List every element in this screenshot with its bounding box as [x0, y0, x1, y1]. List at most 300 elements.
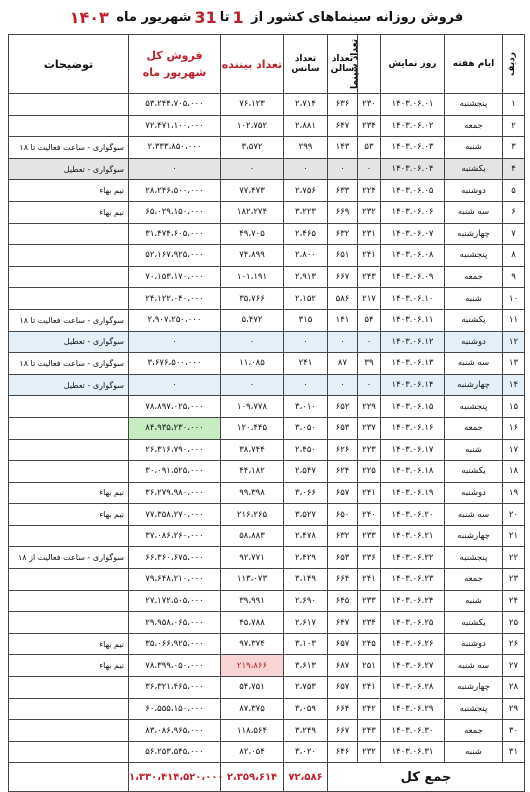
cell-notes [9, 590, 129, 612]
cell-sales: ۰ [129, 158, 221, 180]
cell-date: ۱۴۰۳.۰۶.۰۵ [381, 180, 445, 202]
table-row [9, 245, 525, 267]
cell-row-number: ۶ [503, 201, 525, 223]
cell-weekday: سه شنبه [445, 353, 503, 375]
table-row [9, 655, 525, 677]
cell-sessions: ۲،۶۱۷ [284, 612, 328, 634]
cell-row-number: ۲۹ [503, 698, 525, 720]
cell-date: ۱۴۰۳.۰۶.۰۷ [381, 223, 445, 245]
cell-sales: ۲۷،۱۷۲،۵۰۵،۰۰۰ [129, 590, 221, 612]
cell-sessions: ۰ [284, 158, 328, 180]
cell-weekday: جمعه [445, 115, 503, 137]
cell-weekday: چهارشنبه [445, 525, 503, 547]
table-row [9, 374, 525, 396]
cell-date: ۱۴۰۳.۰۶.۰۶ [381, 201, 445, 223]
cell-row-number: ۱۷ [503, 439, 525, 461]
cell-viewers: ۷۷،۴۷۳ [221, 180, 284, 202]
cell-date: ۱۴۰۳.۰۶.۱۵ [381, 396, 445, 418]
header-cinemas: تعداد سینما [358, 35, 381, 94]
cell-sessions: ۲،۷۵۶ [284, 180, 328, 202]
cell-date: ۱۴۰۳.۰۶.۱۰ [381, 288, 445, 310]
table-header-row [9, 35, 525, 94]
cell-halls: ۶۴۷ [328, 115, 358, 137]
cell-weekday: سه شنبه [445, 504, 503, 526]
cell-halls: ۶۲۶ [328, 439, 358, 461]
cell-sessions: ۲،۴۲۹ [284, 547, 328, 569]
cell-cinemas: ۲۴۱ [358, 569, 381, 591]
cell-row-number: ۲۲ [503, 547, 525, 569]
cell-weekday: دوشنبه [445, 482, 503, 504]
cell-viewers: ۳۹،۹۹۱ [221, 590, 284, 612]
cell-notes: سوگواری - تعطیل [9, 158, 129, 180]
cell-sessions: ۳،۱۰۳ [284, 633, 328, 655]
cell-sales: ۵۶،۲۵۳،۵۴۵،۰۰۰ [129, 741, 221, 763]
cell-row-number: ۱۱ [503, 309, 525, 331]
cell-cinemas: ۲۲۵ [358, 461, 381, 483]
cell-weekday: شنبه [445, 288, 503, 310]
cell-sessions: ۳،۰۲۰ [284, 741, 328, 763]
cell-notes: سوگواری - ساعت فعالیت تا ۱۸ [9, 353, 129, 375]
total-label: جمع کل [328, 763, 525, 792]
cell-sessions: ۳،۱۴۹ [284, 569, 328, 591]
cell-viewers: ۴۴،۱۸۲ [221, 461, 284, 483]
cell-date: ۱۴۰۳.۰۶.۱۱ [381, 309, 445, 331]
cell-viewers: ۱۰۲،۷۵۲ [221, 115, 284, 137]
cell-viewers: ۲۱۹،۸۶۶ [221, 655, 284, 677]
cell-sales: ۶۶،۳۶۰،۶۷۵،۰۰۰ [129, 547, 221, 569]
table-row [9, 353, 525, 375]
total-sales: ۱،۳۳۰،۴۱۴،۵۲۰،۰۰۰ [129, 763, 221, 792]
cell-halls: ۶۳۳ [328, 180, 358, 202]
cell-viewers: ۷۴،۸۹۹ [221, 245, 284, 267]
table-row [9, 137, 525, 159]
cell-cinemas: ۲۳۳ [358, 590, 381, 612]
cell-sessions: ۲،۸۸۱ [284, 115, 328, 137]
cell-row-number: ۱۹ [503, 482, 525, 504]
cell-notes: نیم بهاء [9, 504, 129, 526]
cell-cinemas: ۲۳۲ [358, 201, 381, 223]
cell-sessions: ۲،۱۵۲ [284, 288, 328, 310]
cell-notes: نیم بهاء [9, 201, 129, 223]
cell-halls: ۶۵۷ [328, 482, 358, 504]
cell-cinemas: ۲۳۰ [358, 94, 381, 116]
table-row [9, 309, 525, 331]
cell-sales: ۲۸،۲۴۶،۵۰۰،۰۰۰ [129, 180, 221, 202]
cell-row-number: ۷ [503, 223, 525, 245]
cell-row-number: ۲۸ [503, 677, 525, 699]
cell-sales: ۵۳،۲۴۴،۷۰۵،۰۰۰ [129, 94, 221, 116]
cell-halls: ۶۶۴ [328, 698, 358, 720]
cell-weekday: سه شنبه [445, 655, 503, 677]
cell-cinemas: ۰ [358, 158, 381, 180]
cell-weekday: دوشنبه [445, 331, 503, 353]
cell-weekday: شنبه [445, 590, 503, 612]
cell-date: ۱۴۰۳.۰۶.۱۹ [381, 482, 445, 504]
cell-viewers: ۸۲،۰۵۴ [221, 741, 284, 763]
cell-sales: ۶۰،۵۵۵،۱۵۰،۰۰۰ [129, 698, 221, 720]
page-title [0, 0, 530, 34]
cell-notes: نیم بهاء [9, 482, 129, 504]
cell-sessions: ۳،۰۵۹ [284, 698, 328, 720]
cell-date: ۱۴۰۳.۰۶.۲۱ [381, 525, 445, 547]
cell-notes [9, 94, 129, 116]
cell-sessions: ۳،۲۲۳ [284, 201, 328, 223]
cell-date: ۱۴۰۳.۰۶.۱۳ [381, 353, 445, 375]
cell-row-number: ۱۵ [503, 396, 525, 418]
cell-weekday: چهارشنبه [445, 677, 503, 699]
cell-row-number: ۵ [503, 180, 525, 202]
cell-halls: ۶۴۶ [328, 741, 358, 763]
cell-notes: سوگواری - ساعت فعالیت از ۱۸ [9, 547, 129, 569]
cell-cinemas: ۲۳۷ [358, 417, 381, 439]
cell-viewers: ۵۴،۷۵۱ [221, 677, 284, 699]
cell-halls: ۰ [328, 331, 358, 353]
cell-weekday: جمعه [445, 720, 503, 742]
cell-notes [9, 741, 129, 763]
cell-halls: ۵۸۶ [328, 288, 358, 310]
cell-halls: ۶۶۹ [328, 201, 358, 223]
cell-date: ۱۴۰۳.۰۶.۱۷ [381, 439, 445, 461]
table-row [9, 720, 525, 742]
cell-cinemas: ۲۳۴ [358, 612, 381, 634]
cell-row-number: ۱۳ [503, 353, 525, 375]
cell-row-number: ۲۰ [503, 504, 525, 526]
cell-row-number: ۲۵ [503, 612, 525, 634]
table-row [9, 158, 525, 180]
cell-sales: ۷۰،۱۵۳،۱۷۰،۰۰۰ [129, 266, 221, 288]
sales-table [8, 34, 525, 792]
cell-viewers: ۱۱۳،۰۷۳ [221, 569, 284, 591]
table-row [9, 590, 525, 612]
header-sales: فروش کل شهریور ماه [129, 35, 221, 94]
cell-sessions: ۲،۹۱۳ [284, 266, 328, 288]
title-suffix: شهریور ماه [116, 9, 192, 25]
cell-viewers: ۴۹،۷۰۵ [221, 223, 284, 245]
title-mid: تا [219, 9, 230, 25]
cell-date: ۱۴۰۳.۰۶.۳۰ [381, 720, 445, 742]
cell-viewers: ۱۰۱،۱۹۱ [221, 266, 284, 288]
cell-sales: ۳۶،۲۷۹،۹۸۰،۰۰۰ [129, 482, 221, 504]
cell-sales: ۲۴،۱۲۲،۰۴۰،۰۰۰ [129, 288, 221, 310]
table-row [9, 223, 525, 245]
table-row [9, 396, 525, 418]
cell-weekday: دوشنبه [445, 180, 503, 202]
cell-date: ۱۴۰۳.۰۶.۱۲ [381, 331, 445, 353]
cell-sessions: ۰ [284, 331, 328, 353]
cell-viewers: ۳۵،۷۶۶ [221, 288, 284, 310]
cell-weekday: شنبه [445, 137, 503, 159]
table-row [9, 201, 525, 223]
cell-date: ۱۴۰۳.۰۶.۲۹ [381, 698, 445, 720]
cell-viewers: ۰ [221, 374, 284, 396]
cell-row-number: ۸ [503, 245, 525, 267]
cell-sales: ۳۱،۴۷۴،۶۰۵،۰۰۰ [129, 223, 221, 245]
cell-notes [9, 677, 129, 699]
cell-viewers: ۸۷،۳۷۵ [221, 698, 284, 720]
cell-notes: نیم بهاء [9, 655, 129, 677]
cell-row-number: ۲۴ [503, 590, 525, 612]
cell-row-number: ۱۶ [503, 417, 525, 439]
cell-date: ۱۴۰۳.۰۶.۱۴ [381, 374, 445, 396]
cell-halls: ۶۲۴ [328, 461, 358, 483]
cell-notes [9, 266, 129, 288]
cell-weekday: پنجشنبه [445, 396, 503, 418]
table-row [9, 633, 525, 655]
cell-cinemas: ۲۳۲ [358, 741, 381, 763]
cell-sales: ۷۸،۳۹۹،۰۵۰،۰۰۰ [129, 655, 221, 677]
cell-weekday: چهارشنبه [445, 374, 503, 396]
table-row [9, 698, 525, 720]
cell-sales: ۲،۳۳۳،۸۵۰،۰۰۰ [129, 137, 221, 159]
cell-cinemas: ۲۲۴ [358, 180, 381, 202]
cell-sales: ۷۷،۳۵۸،۲۷۰،۰۰۰ [129, 504, 221, 526]
cell-notes: نیم بهاء [9, 180, 129, 202]
cell-row-number: ۱۴ [503, 374, 525, 396]
cell-row-number: ۹ [503, 266, 525, 288]
cell-sales: ۲۹،۹۵۸،۰۶۵،۰۰۰ [129, 612, 221, 634]
cell-halls: ۱۴۳ [328, 137, 358, 159]
cell-halls: ۶۵۳ [328, 417, 358, 439]
cell-sessions: ۲۴۱ [284, 353, 328, 375]
cell-date: ۱۴۰۳.۰۶.۲۷ [381, 655, 445, 677]
cell-sales: ۵۲،۱۶۷،۹۲۵،۰۰۰ [129, 245, 221, 267]
header-sessions: تعداد سانس [284, 35, 328, 94]
title-prefix: فروش روزانه سینماهای کشور از [251, 9, 464, 25]
cell-weekday: یکشنبه [445, 612, 503, 634]
header-halls: تعداد سالن [328, 35, 358, 94]
cell-notes [9, 439, 129, 461]
cell-date: ۱۴۰۳.۰۶.۲۵ [381, 612, 445, 634]
table-row [9, 94, 525, 116]
cell-date: ۱۴۰۳.۰۶.۰۱ [381, 94, 445, 116]
cell-halls: ۰ [328, 374, 358, 396]
cell-notes [9, 525, 129, 547]
cell-notes: نیم بهاء [9, 633, 129, 655]
table-row [9, 417, 525, 439]
cell-sales: ۲۶،۳۱۶،۷۹۰،۰۰۰ [129, 439, 221, 461]
cell-viewers: ۱۲۰،۴۴۵ [221, 417, 284, 439]
cell-viewers: ۹۷،۳۷۴ [221, 633, 284, 655]
cell-viewers: ۴۵،۷۸۸ [221, 612, 284, 634]
cell-viewers: ۳۸،۷۴۴ [221, 439, 284, 461]
table-row [9, 547, 525, 569]
table-row [9, 482, 525, 504]
cell-halls: ۶۴۷ [328, 612, 358, 634]
cell-notes: سوگواری - تعطیل [9, 374, 129, 396]
cell-sales: ۳۰،۰۹۱،۵۲۵،۰۰۰ [129, 461, 221, 483]
cell-row-number: ۲۶ [503, 633, 525, 655]
header-notes: توضیحات [9, 35, 129, 94]
title-year: ۱۴۰۳ [69, 7, 109, 27]
cell-row-number: ۳۱ [503, 741, 525, 763]
cell-sales: ۳۶،۳۲۱،۴۶۵،۰۰۰ [129, 677, 221, 699]
table-row [9, 612, 525, 634]
cell-sales: ۸۳،۰۸۶،۹۶۵،۰۰۰ [129, 720, 221, 742]
cell-row-number: ۱۰ [503, 288, 525, 310]
cell-viewers: ۱۱۸،۵۶۴ [221, 720, 284, 742]
cell-sessions: ۳،۰۶۶ [284, 482, 328, 504]
cell-date: ۱۴۰۳.۰۶.۰۲ [381, 115, 445, 137]
cell-date: ۱۴۰۳.۰۶.۰۴ [381, 158, 445, 180]
cell-halls: ۶۳۶ [328, 94, 358, 116]
cell-sessions: ۳،۰۵۰ [284, 417, 328, 439]
table-row [9, 439, 525, 461]
cell-weekday: یکشنبه [445, 309, 503, 331]
cell-halls: ۶۵۷ [328, 677, 358, 699]
cell-halls: ۶۵۱ [328, 245, 358, 267]
cell-sessions: ۳،۵۲۷ [284, 504, 328, 526]
cell-weekday: جمعه [445, 417, 503, 439]
cell-viewers: ۰ [221, 331, 284, 353]
table-row [9, 180, 525, 202]
cell-cinemas: ۵۳ [358, 137, 381, 159]
cell-viewers: ۰ [221, 158, 284, 180]
cell-weekday: شنبه [445, 741, 503, 763]
cell-date: ۱۴۰۳.۰۶.۰۸ [381, 245, 445, 267]
header-viewers: تعداد بیننده [221, 35, 284, 94]
cell-date: ۱۴۰۳.۰۶.۲۰ [381, 504, 445, 526]
cell-weekday: جمعه [445, 266, 503, 288]
cell-notes [9, 461, 129, 483]
cell-row-number: ۱ [503, 94, 525, 116]
cell-weekday: چهارشنبه [445, 223, 503, 245]
cell-sessions: ۰ [284, 374, 328, 396]
cell-viewers: ۹۹،۳۹۸ [221, 482, 284, 504]
cell-date: ۱۴۰۳.۰۶.۲۸ [381, 677, 445, 699]
cell-sessions: ۲،۷۵۳ [284, 677, 328, 699]
cell-notes: سوگواری - ساعت فعالیت تا ۱۸ [9, 309, 129, 331]
cell-cinemas: ۲۴۱ [358, 245, 381, 267]
cell-halls: ۶۳۲ [328, 223, 358, 245]
cell-notes: سوگواری - تعطیل [9, 331, 129, 353]
title-to: 31 [194, 7, 217, 27]
cell-date: ۱۴۰۳.۰۶.۰۳ [381, 137, 445, 159]
cell-sessions: ۳،۶۱۳ [284, 655, 328, 677]
total-row [9, 763, 525, 792]
cell-sessions: ۲،۵۴۷ [284, 461, 328, 483]
cell-cinemas: ۲۴۵ [358, 633, 381, 655]
cell-viewers: ۵،۴۷۲ [221, 309, 284, 331]
cell-cinemas: ۲۴۳ [358, 266, 381, 288]
cell-viewers: ۹۲،۷۷۱ [221, 547, 284, 569]
cell-date: ۱۴۰۳.۰۶.۰۹ [381, 266, 445, 288]
cell-sales: ۸۴،۹۳۵،۲۳۰،۰۰۰ [129, 417, 221, 439]
cell-date: ۱۴۰۳.۰۶.۲۲ [381, 547, 445, 569]
cell-row-number: ۲۳ [503, 569, 525, 591]
cell-cinemas: ۲۴۱ [358, 482, 381, 504]
cell-weekday: دوشنبه [445, 633, 503, 655]
cell-row-number: ۲۷ [503, 655, 525, 677]
cell-viewers: ۵۸،۸۸۳ [221, 525, 284, 547]
cell-viewers: ۱۰۹،۷۷۸ [221, 396, 284, 418]
cell-notes [9, 569, 129, 591]
cell-halls: ۶۶۷ [328, 720, 358, 742]
cell-row-number: ۴ [503, 158, 525, 180]
cell-cinemas: ۲۳۳ [358, 525, 381, 547]
cell-sessions: ۲،۴۷۸ [284, 525, 328, 547]
cell-sessions: ۲،۶۹۰ [284, 590, 328, 612]
cell-halls: ۶۵۷ [328, 633, 358, 655]
cell-cinemas: ۰ [358, 331, 381, 353]
cell-notes [9, 396, 129, 418]
cell-viewers: ۱۱،۰۸۵ [221, 353, 284, 375]
title-from: 1 [232, 7, 244, 27]
cell-cinemas: ۲۳۱ [358, 223, 381, 245]
cell-weekday: پنجشنبه [445, 547, 503, 569]
cell-cinemas: ۳۹ [358, 353, 381, 375]
cell-cinemas: ۰ [358, 374, 381, 396]
cell-sessions: ۳،۰۱۰ [284, 396, 328, 418]
cell-sales: ۲،۹۰۷،۲۵۰،۰۰۰ [129, 309, 221, 331]
cell-halls: ۶۵۲ [328, 396, 358, 418]
cell-date: ۱۴۰۳.۰۶.۲۳ [381, 569, 445, 591]
total-notes [9, 763, 129, 792]
cell-halls: ۶۳۲ [328, 525, 358, 547]
cell-halls: ۶۶۷ [328, 266, 358, 288]
cell-row-number: ۱۲ [503, 331, 525, 353]
table-row [9, 331, 525, 353]
cell-sales: ۳۷،۰۸۶،۲۶۰،۰۰۰ [129, 525, 221, 547]
cell-weekday: پنجشنبه [445, 245, 503, 267]
cell-halls: ۰ [328, 158, 358, 180]
cell-notes [9, 698, 129, 720]
cell-sessions: ۲،۴۵۰ [284, 439, 328, 461]
cell-cinemas: ۲۴۱ [358, 677, 381, 699]
cell-date: ۱۴۰۳.۰۶.۱۸ [381, 461, 445, 483]
table-row [9, 525, 525, 547]
cell-viewers: ۳،۵۷۲ [221, 137, 284, 159]
cell-row-number: ۲۱ [503, 525, 525, 547]
cell-viewers: ۱۸۲،۲۷۴ [221, 201, 284, 223]
cell-notes [9, 612, 129, 634]
cell-weekday: پنجشنبه [445, 698, 503, 720]
cell-halls: ۶۶۴ [328, 569, 358, 591]
cell-viewers: ۷۶،۱۲۳ [221, 94, 284, 116]
table-row [9, 115, 525, 137]
cell-halls: ۶۵۳ [328, 547, 358, 569]
cell-notes [9, 720, 129, 742]
cell-weekday: یکشنبه [445, 158, 503, 180]
cell-notes: سوگواری - ساعت فعالیت تا ۱۸ [9, 137, 129, 159]
cell-viewers: ۲۱۶،۲۶۵ [221, 504, 284, 526]
cell-row-number: ۳۰ [503, 720, 525, 742]
total-sessions: ۷۲،۵۸۶ [284, 763, 328, 792]
cell-notes [9, 223, 129, 245]
cell-notes [9, 288, 129, 310]
total-viewers: ۲،۳۵۹،۶۱۴ [221, 763, 284, 792]
cell-cinemas: ۲۱۷ [358, 288, 381, 310]
cell-sessions: ۲۹۹ [284, 137, 328, 159]
cell-cinemas: ۲۴۲ [358, 698, 381, 720]
header-weekday: ایام هفته [445, 35, 503, 94]
cell-cinemas: ۵۴ [358, 309, 381, 331]
header-row-number: ردیف [503, 35, 525, 94]
cell-halls: ۸۷ [328, 353, 358, 375]
table-row [9, 288, 525, 310]
cell-cinemas: ۲۲۳ [358, 439, 381, 461]
cell-halls: ۶۸۷ [328, 655, 358, 677]
table-row [9, 461, 525, 483]
cell-sessions: ۲،۸۰۰ [284, 245, 328, 267]
table-row [9, 266, 525, 288]
cell-row-number: ۱۸ [503, 461, 525, 483]
cell-halls: ۱۴۱ [328, 309, 358, 331]
cell-cinemas: ۲۲۹ [358, 396, 381, 418]
cell-sales: ۰ [129, 374, 221, 396]
cell-sales: ۳،۶۷۶،۵۰۰،۰۰۰ [129, 353, 221, 375]
table-row [9, 504, 525, 526]
cell-weekday: جمعه [445, 569, 503, 591]
